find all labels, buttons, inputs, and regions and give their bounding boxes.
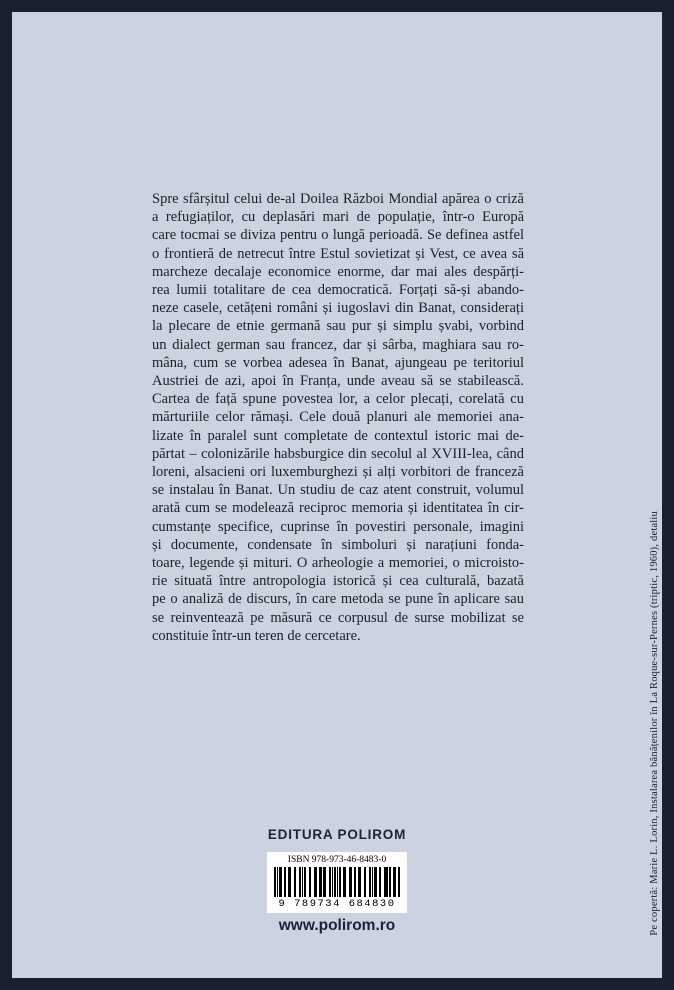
- blurb-line: rie situată între antropologia istorică și cea culturală, bazată: [152, 573, 524, 590]
- blurb-line: cumstanțe specifice, cuprinse în povestiri personale, imagini: [152, 518, 524, 535]
- blurb-line: arată cum se modelează reciproc memoria și identitatea în cir-: [152, 500, 524, 517]
- blurb-line: un dialect german sau francez, dar și sârba, maghiara sau ro-: [152, 336, 524, 353]
- publisher-website: www.polirom.ro: [278, 917, 396, 934]
- blurb-line: a refugiaților, cu deplasări mari de populație, într-o Europă: [152, 209, 524, 226]
- blurb-line: loreni, alsacieni ori luxemburghezi și alți vorbitori de franceză: [152, 464, 524, 481]
- cover-art-credit: Pe copertă: Marie L. Lorin, Instalarea bănățenilor în La Roque-sur-Pernes (triptic, 1960), detaliu: [649, 511, 660, 936]
- blurb-line: mâna, cum se vorbea adesea în Banat, ajungeau pe teritoriul: [152, 354, 524, 371]
- blurb-line: lizate în paralel sunt completate de contextul istoric mai de-: [152, 427, 524, 444]
- barcode-icon: [274, 867, 400, 897]
- blurb-line: pe o analiză de discurs, în care metoda se pune în aplicare sau: [152, 591, 524, 608]
- blurb-line: constituie într-un teren de cercetare.: [152, 627, 361, 644]
- barcode-panel: [267, 852, 407, 913]
- publisher-name: EDITURA POLIROM: [267, 827, 407, 842]
- barcode-digits: 9 789734 684830: [278, 898, 396, 910]
- blurb-line: la plecare de etnie germană sau pur și simplu șvabi, vorbind: [152, 318, 524, 335]
- blurb-line: Cartea de față spune povestea lor, a celor plecați, corelată cu: [152, 391, 524, 408]
- blurb-line: părtat – colonizările habsburgice din secolul al XVIII-lea, când: [152, 445, 524, 462]
- blurb-line: toare, legende și mituri. O arheologie a memoriei, o microisto-: [152, 555, 524, 572]
- blurb-line: mărturiile celor rămași. Cele două planuri ale memoriei ana-: [152, 409, 524, 426]
- isbn-label: ISBN 978-973-46-8483-0: [287, 855, 387, 865]
- blurb-line: și documente, condensate în simboluri și narațiuni fonda-: [152, 536, 524, 553]
- blurb-line: se instalau în Banat. Un studiu de caz atent construit, volumul: [152, 482, 524, 499]
- blurb-line: se reinventează pe măsură ce corpusul de surse mobilizat se: [152, 609, 524, 626]
- back-cover-blurb: [152, 190, 524, 645]
- blurb-line: care tocmai se diviza pentru o lungă perioadă. Se definea astfel: [152, 227, 524, 244]
- blurb-line: marcheze decalaje economice enorme, dar mai ales despărți-: [152, 263, 524, 280]
- blurb-line: rea lumii totalitare de cea democratică. Forțați să-și abando-: [152, 282, 524, 299]
- cover-inner-panel: [12, 12, 662, 978]
- blurb-line: o frontieră de netrecut între Estul sovietizat și Vest, ce avea să: [152, 245, 524, 262]
- blurb-line: Spre sfârșitul celui de-al Doilea Război Mondial apărea o criză: [152, 191, 524, 207]
- blurb-line: neze casele, cetățeni români și iugoslavi din Banat, considerați: [152, 300, 524, 317]
- blurb-line: Austriei de azi, apoi în Franța, unde aveau să se stabilească.: [152, 373, 524, 390]
